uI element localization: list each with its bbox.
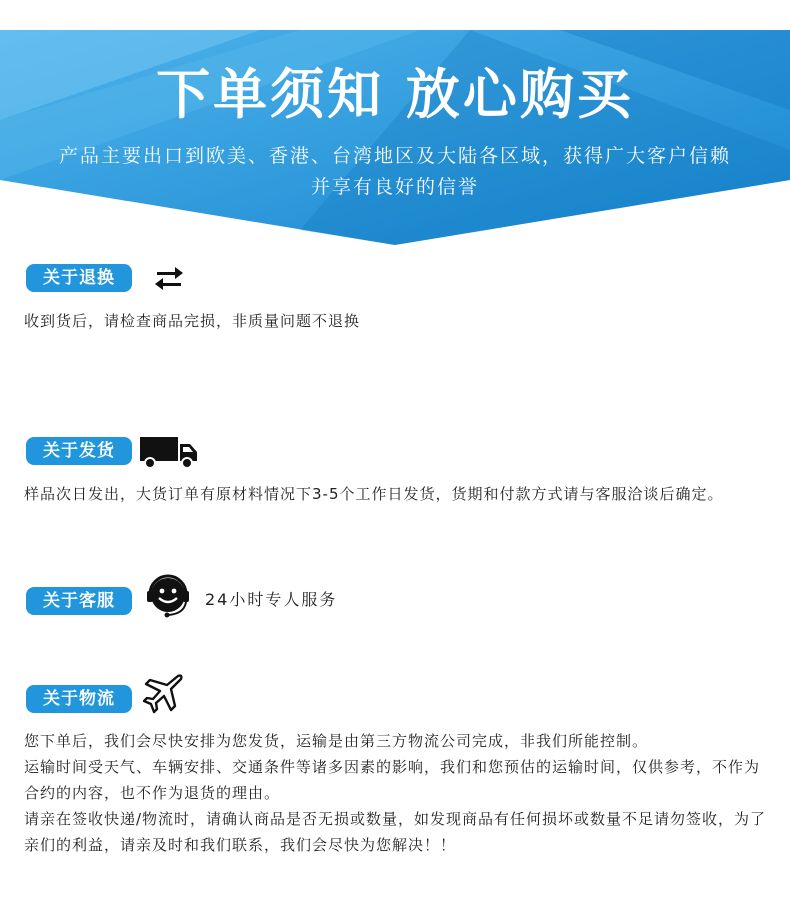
section-shipping [0,435,790,535]
shipping-text: 样品次日发出，大货订单有原材料情况下3-5个工作日发货，货期和付款方式请与客服洽谈后确定。 [24,485,724,503]
banner-subtitle-line1: 产品主要出口到欧美、香港、台湾地区及大陆各区域，获得广大客户信赖 [58,145,731,167]
section-returns [0,262,790,342]
returns-text: 收到货后，请检查商品完损，非质量问题不退换 [24,312,361,330]
logistics-paragraph-1: 您下单后，我们会尽快安排为您发货，运输是由第三方物流公司完成，非我们所能控制。 [24,732,649,750]
section-logistics [0,672,790,872]
tag-service: 关于客服 [26,587,132,615]
logistics-paragraph-2: 运输时间受天气、车辆安排、交通条件等诸多因素的影响，我们和您预估的运输时间，仅供参考，不作为合约的内容，也不作为退货的理由。 [24,758,761,802]
truck-icon [139,435,199,473]
banner-title: 下单须知 放心购买 [156,63,634,126]
airplane-icon [143,672,185,718]
tag-returns: 关于退换 [26,264,132,292]
header-banner [0,0,790,250]
section-service [0,572,790,632]
logistics-paragraph-3: 请亲在签收快递/物流时，请确认商品是否无损或数量，如发现商品有任何损坏或数量不足请勿签收，为了亲们的利益，请亲及时和我们联系，我们会尽快为您解决！！ [24,810,767,854]
swap-arrows-icon [153,262,185,298]
headset-smiley-icon [146,572,192,624]
tag-shipping: 关于发货 [26,437,132,465]
tag-logistics: 关于物流 [26,685,132,713]
banner-subtitle-line2: 并享有良好的信誉 [310,176,479,198]
service-text: 24小时专人服务 [205,590,338,609]
